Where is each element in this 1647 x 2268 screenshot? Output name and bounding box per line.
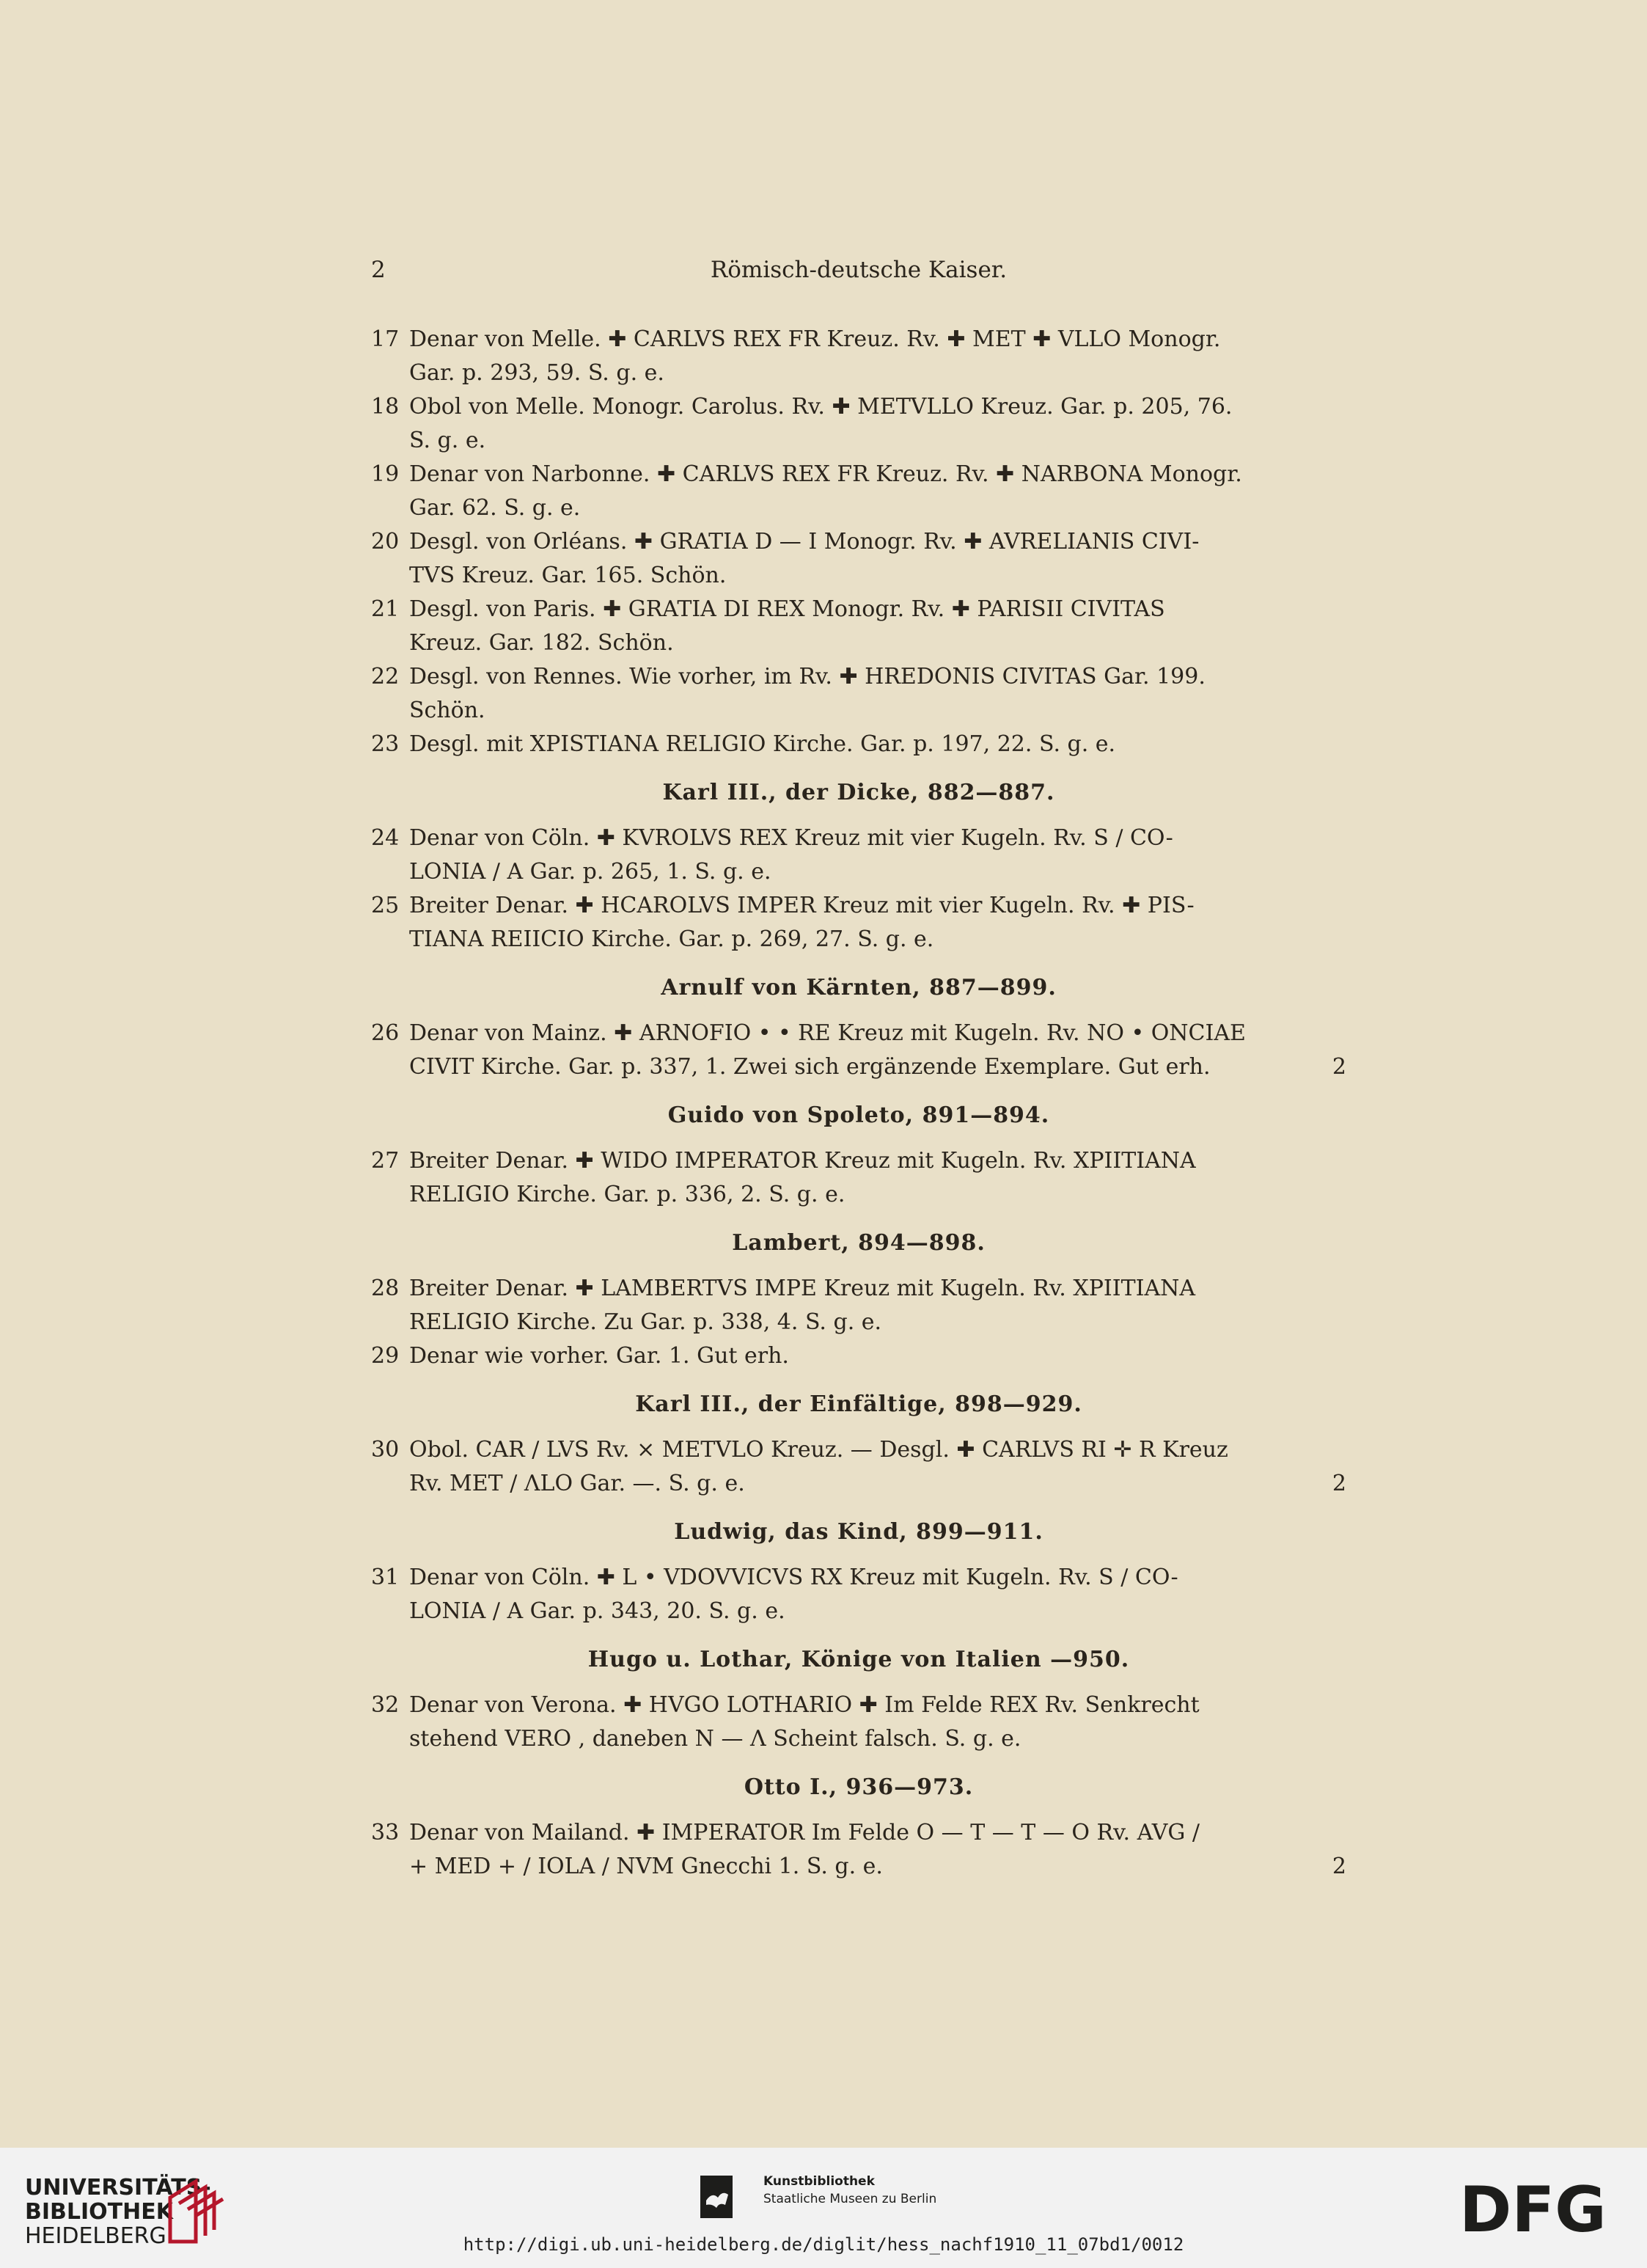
catalog-entry bbox=[371, 1144, 1346, 1212]
entry-line: Desgl. mit XPISTIANA RELIGIO Kirche. Gar. p. 197, 22. S. g. e. bbox=[409, 731, 1116, 757]
entry-note: 2 bbox=[1332, 1054, 1346, 1080]
section-heading: Lambert, 894—898. bbox=[732, 1230, 986, 1256]
entry-line: S. g. e. bbox=[409, 428, 486, 453]
entry-line: Desgl. von Paris. ✚ GRATIA DI REX Monogr. Rv. ✚ PARISII CIVITAS bbox=[409, 596, 1165, 622]
kb-subname: Staatliche Museen zu Berlin bbox=[763, 2192, 937, 2206]
section-heading: Karl III., der Einfältige, 898—929. bbox=[635, 1391, 1082, 1417]
entry-line: Denar von Verona. ✚ HVGO LOTHARIO ✚ Im Felde REX Rv. Senkrecht bbox=[409, 1692, 1200, 1718]
kb-name: Kunstbibliothek bbox=[763, 2174, 875, 2189]
entry-line: LONIA / A Gar. p. 343, 20. S. g. e. bbox=[409, 1598, 785, 1624]
dfg-logo-text: DFG bbox=[1459, 2176, 1607, 2242]
catalog-entry bbox=[371, 1017, 1346, 1084]
catalog-entry bbox=[371, 1339, 1346, 1373]
entry-number: 22 bbox=[371, 664, 400, 689]
entry-number: 29 bbox=[371, 1343, 400, 1369]
entry-line: Obol. CAR / LVS Rv. × METVLO Kreuz. — Desgl. ✚ CARLVS RI ✛ R Kreuz bbox=[409, 1437, 1228, 1463]
entry-line: Desgl. von Orléans. ✚ GRATIA D — I Monogr. Rv. ✚ AVRELIANIS CIVI- bbox=[409, 529, 1200, 555]
entry-line: LONIA / A Gar. p. 265, 1. S. g. e. bbox=[409, 859, 771, 885]
page-header bbox=[371, 257, 1346, 288]
section-heading: Guido von Spoleto, 891—894. bbox=[667, 1102, 1050, 1128]
entry-note: 2 bbox=[1332, 1471, 1346, 1496]
entry-line: Denar von Mainz. ✚ ARNOFIO • • RE Kreuz mit Kugeln. Rv. NO • ONCIAE bbox=[409, 1020, 1246, 1046]
catalog-entry bbox=[371, 1272, 1346, 1339]
uni-logo-line: UNIVERSITÄTS- bbox=[25, 2175, 211, 2201]
entry-line: Desgl. von Rennes. Wie vorher, im Rv. ✚ HREDONIS CIVITAS Gar. 199. bbox=[409, 664, 1206, 689]
catalog-entry bbox=[371, 390, 1346, 458]
entry-line: Breiter Denar. ✚ WIDO IMPERATOR Kreuz mit Kugeln. Rv. XPIITIANA bbox=[409, 1148, 1196, 1174]
entry-line: Breiter Denar. ✚ LAMBERTVS IMPE Kreuz mit Kugeln. Rv. XPIITIANA bbox=[409, 1276, 1196, 1301]
page-number: 2 bbox=[371, 257, 386, 283]
catalog-entry bbox=[371, 525, 1346, 593]
entry-line: TIANA RЕIICIO Kirche. Gar. p. 269, 27. S. g. e. bbox=[409, 926, 934, 952]
catalog-entry bbox=[371, 323, 1346, 390]
entry-number: 28 bbox=[371, 1276, 400, 1301]
kunstbibliothek-logo[interactable] bbox=[700, 2171, 964, 2230]
entry-number: 33 bbox=[371, 1820, 400, 1846]
footer-bar bbox=[0, 2148, 1647, 2268]
entry-line: Gar. 62. S. g. e. bbox=[409, 495, 581, 521]
entry-line: Schön. bbox=[409, 698, 485, 723]
section-heading: Ludwig, das Kind, 899—911. bbox=[674, 1519, 1043, 1545]
entry-number: 21 bbox=[371, 596, 400, 622]
entry-number: 17 bbox=[371, 326, 400, 352]
section-heading: Arnulf von Kärnten, 887—899. bbox=[661, 975, 1057, 1001]
entry-number: 27 bbox=[371, 1148, 400, 1174]
entry-line: stehend VERO , daneben N — Λ Scheint falsch. S. g. e. bbox=[409, 1726, 1021, 1752]
permalink-url[interactable]: http://digi.ub.uni-heidelberg.de/diglit/hess_nachf1910_11_07bd1/0012 bbox=[463, 2234, 1184, 2255]
entry-line: Gar. p. 293, 59. S. g. e. bbox=[409, 360, 664, 386]
entry-number: 19 bbox=[371, 461, 400, 487]
entry-line: Obol von Melle. Monogr. Carolus. Rv. ✚ METVLLO Kreuz. Gar. p. 205, 76. bbox=[409, 394, 1233, 420]
entry-line: Denar von Cöln. ✚ KVROLVS REX Kreuz mit vier Kugeln. Rv. S / CO- bbox=[409, 825, 1173, 851]
entry-line: Denar von Melle. ✚ CARLVS REX FR Kreuz. Rv. ✚ MET ✚ VLLO Monogr. bbox=[409, 326, 1221, 352]
entry-number: 18 bbox=[371, 394, 400, 420]
entry-line: Kreuz. Gar. 182. Schön. bbox=[409, 630, 674, 656]
section-heading: Karl III., der Dicke, 882—887. bbox=[662, 780, 1055, 805]
section-heading: Hugo u. Lothar, Könige von Italien —950. bbox=[587, 1647, 1130, 1672]
entry-number: 25 bbox=[371, 893, 400, 918]
entry-note: 2 bbox=[1332, 1854, 1346, 1879]
entry-line: Rv. MET / ΛLO Gar. —. S. g. e. bbox=[409, 1471, 745, 1496]
entry-line: RELIGIO Kirche. Gar. p. 336, 2. S. g. e. bbox=[409, 1182, 845, 1207]
section-heading: Otto I., 936—973. bbox=[744, 1774, 974, 1800]
entry-number: 32 bbox=[371, 1692, 400, 1718]
catalog-entry bbox=[371, 458, 1346, 525]
entry-line: + MED + / IOLA / NVM Gnecchi 1. S. g. e. bbox=[409, 1854, 883, 1879]
catalog-entry bbox=[371, 1561, 1346, 1628]
uni-logo-line: BIBLIOTHEK bbox=[25, 2199, 173, 2225]
catalog-entry bbox=[371, 889, 1346, 956]
entry-line: RELIGIO Kirche. Zu Gar. p. 338, 4. S. g. e. bbox=[409, 1309, 882, 1335]
catalog-entry bbox=[371, 1433, 1346, 1501]
entry-number: 30 bbox=[371, 1437, 400, 1463]
entry-line: Denar von Narbonne. ✚ CARLVS REX FR Kreuz. Rv. ✚ NARBONA Monogr. bbox=[409, 461, 1242, 487]
dfg-logo[interactable] bbox=[1459, 2176, 1621, 2242]
catalog-entry bbox=[371, 660, 1346, 728]
entry-number: 23 bbox=[371, 731, 400, 757]
entry-line: Denar von Cöln. ✚ L • VDOVVICVS RX Kreuz mit Kugeln. Rv. S / CO- bbox=[409, 1565, 1178, 1590]
entry-number: 20 bbox=[371, 529, 400, 555]
entry-number: 26 bbox=[371, 1020, 400, 1046]
catalog-entry bbox=[371, 1689, 1346, 1756]
entry-number: 31 bbox=[371, 1565, 400, 1590]
catalog-entry bbox=[371, 593, 1346, 660]
catalog-entry bbox=[371, 822, 1346, 889]
entry-line: TVS Kreuz. Gar. 165. Schön. bbox=[409, 563, 727, 588]
entry-line: Breiter Denar. ✚ HCAROLVS IMPER Kreuz mit vier Kugeln. Rv. ✚ PIS- bbox=[409, 893, 1195, 918]
catalog-entry bbox=[371, 1816, 1346, 1884]
catalog-content bbox=[371, 323, 1346, 1884]
running-title: Römisch-deutsche Kaiser. bbox=[710, 257, 1008, 283]
entry-line: Denar wie vorher. Gar. 1. Gut erh. bbox=[409, 1343, 789, 1369]
eagle-icon bbox=[700, 2176, 733, 2218]
entry-line: Denar von Mailand. ✚ IMPERATOR Im Felde O — T — T — O Rv. AVG / bbox=[409, 1820, 1200, 1846]
entry-line: CIVIT Kirche. Gar. p. 337, 1. Zwei sich ergänzende Exemplare. Gut erh. bbox=[409, 1054, 1211, 1080]
uni-logo-line: HEIDELBERG bbox=[25, 2223, 166, 2249]
entry-number: 24 bbox=[371, 825, 400, 851]
catalog-entry bbox=[371, 728, 1346, 761]
